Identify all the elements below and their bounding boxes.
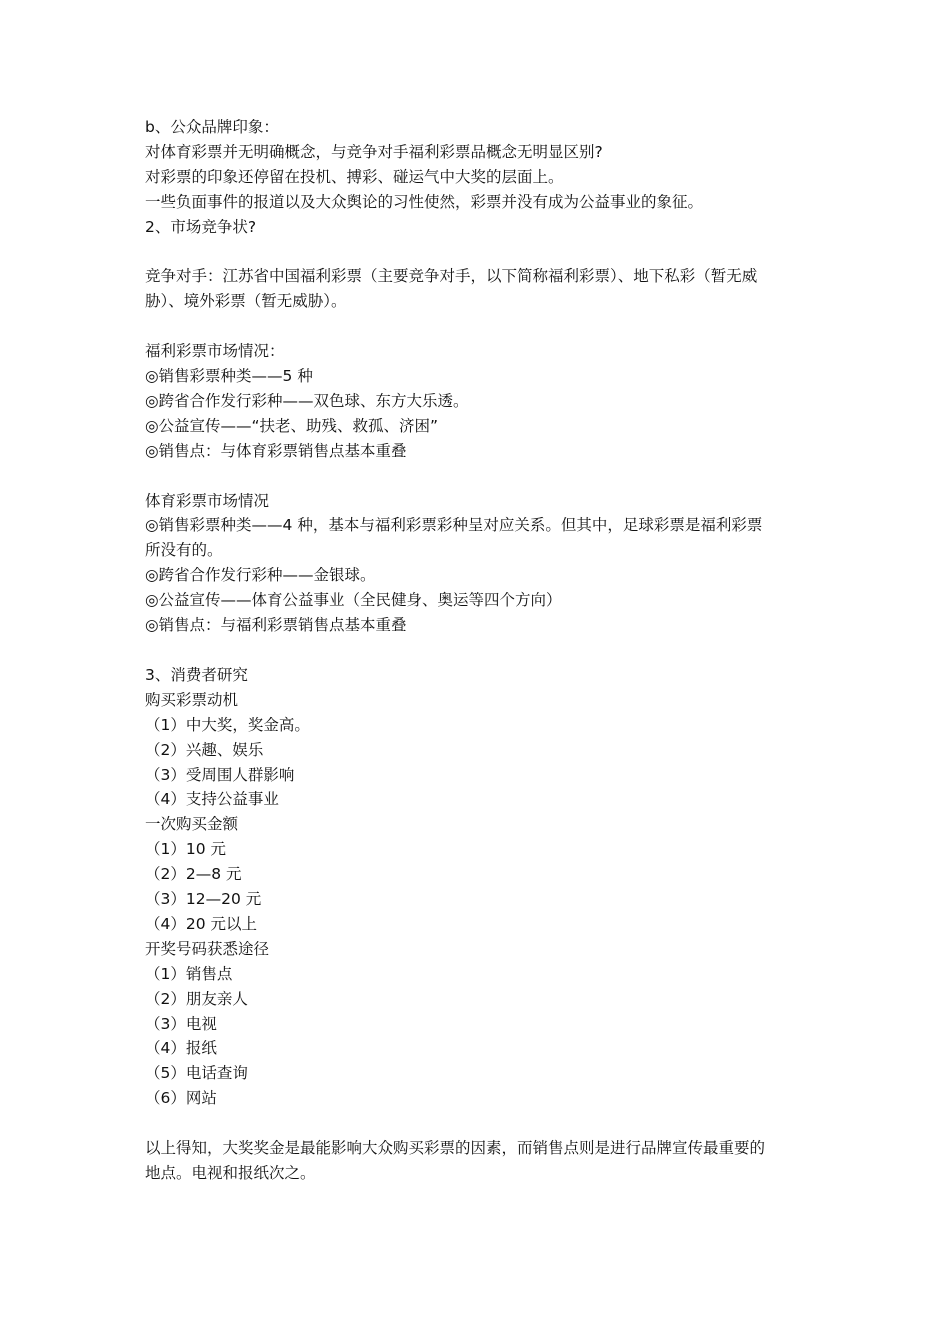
amount-title: 一次购买金额	[145, 815, 239, 834]
motives-item: （2）兴趣、娱乐	[145, 740, 264, 759]
channels-item: （2）朋友亲人	[145, 989, 248, 1008]
consumer-heading: 3、消费者研究	[145, 665, 248, 684]
channels-item: （3）电视	[145, 1014, 217, 1033]
motives-title: 购买彩票动机	[145, 690, 239, 709]
sports-market-item: ◎销售彩票种类——4 种，基本与福利彩票彩种呈对应关系。但其中，足球彩票是福利彩票	[145, 516, 763, 535]
motives-item: （1）中大奖，奖金高。	[145, 715, 310, 734]
amount-item: （2）2—8 元	[145, 865, 242, 884]
welfare-market-item: ◎跨省合作发行彩种——双色球、东方大乐透。	[145, 391, 469, 410]
channels-item: （1）销售点	[145, 964, 233, 983]
welfare-market-item: ◎公益宣传——“扶老、助残、救孤、济困”	[145, 416, 439, 435]
conclusion-text: 地点。电视和报纸次之。	[145, 1163, 316, 1182]
sports-market-title: 体育彩票市场情况	[145, 491, 270, 510]
brand-impression-point: 一些负面事件的报道以及大众舆论的习性使然，彩票并没有成为公益事业的象征。	[145, 192, 704, 211]
sports-market-item: 所没有的。	[145, 541, 223, 560]
blank-line	[145, 464, 810, 489]
amount-item: （4）20 元以上	[145, 914, 258, 933]
blank-line	[145, 1111, 810, 1136]
brand-impression-heading: b、公众品牌印象：	[145, 118, 279, 136]
channels-item: （6）网站	[145, 1089, 217, 1108]
motives-item: （4）支持公益事业	[145, 790, 279, 809]
channels-item: （5）电话查询	[145, 1064, 248, 1083]
sports-market-item: ◎公益宣传——体育公益事业（全民健身、奥运等四个方向）	[145, 591, 562, 610]
brand-impression-point: 对彩票的印象还停留在投机、搏彩、碰运气中大奖的层面上。	[145, 167, 564, 186]
sports-market-item: ◎销售点：与福利彩票销售点基本重叠	[145, 616, 407, 635]
channels-title: 开奖号码获悉途径	[145, 939, 270, 958]
document-body	[145, 115, 810, 1186]
blank-line	[145, 240, 810, 265]
competitors-text: 竞争对手：江苏省中国福利彩票（主要竞争对手，以下简称福利彩票）、地下私彩（暂无威	[145, 267, 758, 286]
blank-line	[145, 314, 810, 339]
amount-item: （3）12—20 元	[145, 890, 262, 909]
welfare-market-item: ◎销售点：与体育彩票销售点基本重叠	[145, 441, 407, 460]
blank-line	[145, 638, 810, 663]
channels-item: （4）报纸	[145, 1039, 217, 1058]
brand-impression-point: 对体育彩票并无明确概念，与竞争对手福利彩票品概念无明显区别?	[145, 142, 603, 161]
welfare-market-item: ◎销售彩票种类——5 种	[145, 367, 313, 386]
welfare-market-title: 福利彩票市场情况：	[145, 342, 285, 361]
competitors-text: 胁）、境外彩票（暂无威胁）。	[145, 292, 347, 311]
competition-heading: 2、市场竞争状?	[145, 217, 257, 236]
sports-market-item: ◎跨省合作发行彩种——金银球。	[145, 566, 376, 585]
motives-item: （3）受周围人群影响	[145, 765, 295, 784]
conclusion-text: 以上得知，大奖奖金是最能影响大众购买彩票的因素，而销售点则是进行品牌宣传最重要的	[145, 1139, 766, 1158]
amount-item: （1）10 元	[145, 840, 227, 859]
